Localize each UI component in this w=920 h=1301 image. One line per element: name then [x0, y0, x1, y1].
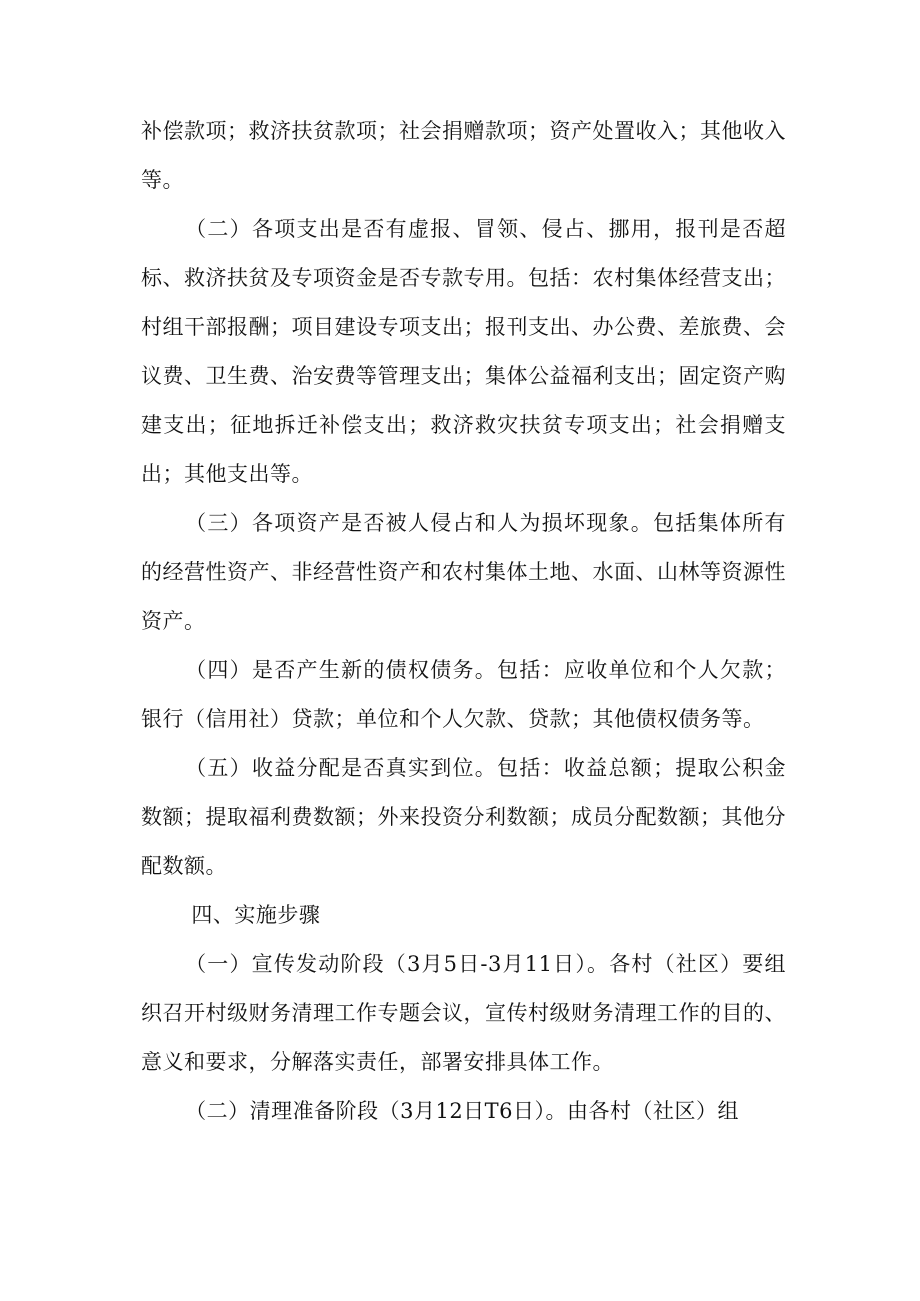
paragraph-publicity-stage: （一）宣传发动阶段（3月5日-3月11日）。各村（社区）要组织召开村级财务清理工作专题会议，宣传村级财务清理工作的目的、意义和要求，分解落实责任，部署安排具体工作。	[141, 952, 786, 1074]
document-body	[141, 107, 786, 1136]
paragraph-expenditure-check: （二）各项支出是否有虚报、冒领、侵占、挪用，报刊是否超标、救济扶贫及专项资金是否专款专用。包括：农村集体经营支出；村组干部报酬；项目建设专项支出；报刊支出、办公费、差旅费、会议费、卫生费、治安费等管理支出；集体公益福利支出；固定资产购建支出；征地拆迁补偿支出；救济救灾扶贫专项支出；社会捐赠支出；其他支出等。	[141, 217, 786, 486]
paragraph-asset-check: （三）各项资产是否被人侵占和人为损坏现象。包括集体所有的经营性资产、非经营性资产和农村集体土地、水面、山林等资源性资产。	[141, 511, 786, 633]
paragraph-debt-check: （四）是否产生新的债权债务。包括：应收单位和个人欠款；银行（信用社）贷款；单位和个人欠款、贷款；其他债权债务等。	[141, 658, 786, 731]
section-heading-implementation-steps: 四、实施步骤	[191, 903, 321, 927]
paragraph-preparation-stage: （二）清理准备阶段（3月12日T6日）。由各村（社区）组	[185, 1099, 740, 1123]
paragraph-continuation: 补偿款项；救济扶贫款项；社会捐赠款项；资产处置收入；其他收入等。	[141, 119, 786, 192]
paragraph-income-distribution-check: （五）收益分配是否真实到位。包括：收益总额；提取公积金数额；提取福利费数额；外来投资分利数额；成员分配数额；其他分配数额。	[141, 756, 786, 878]
